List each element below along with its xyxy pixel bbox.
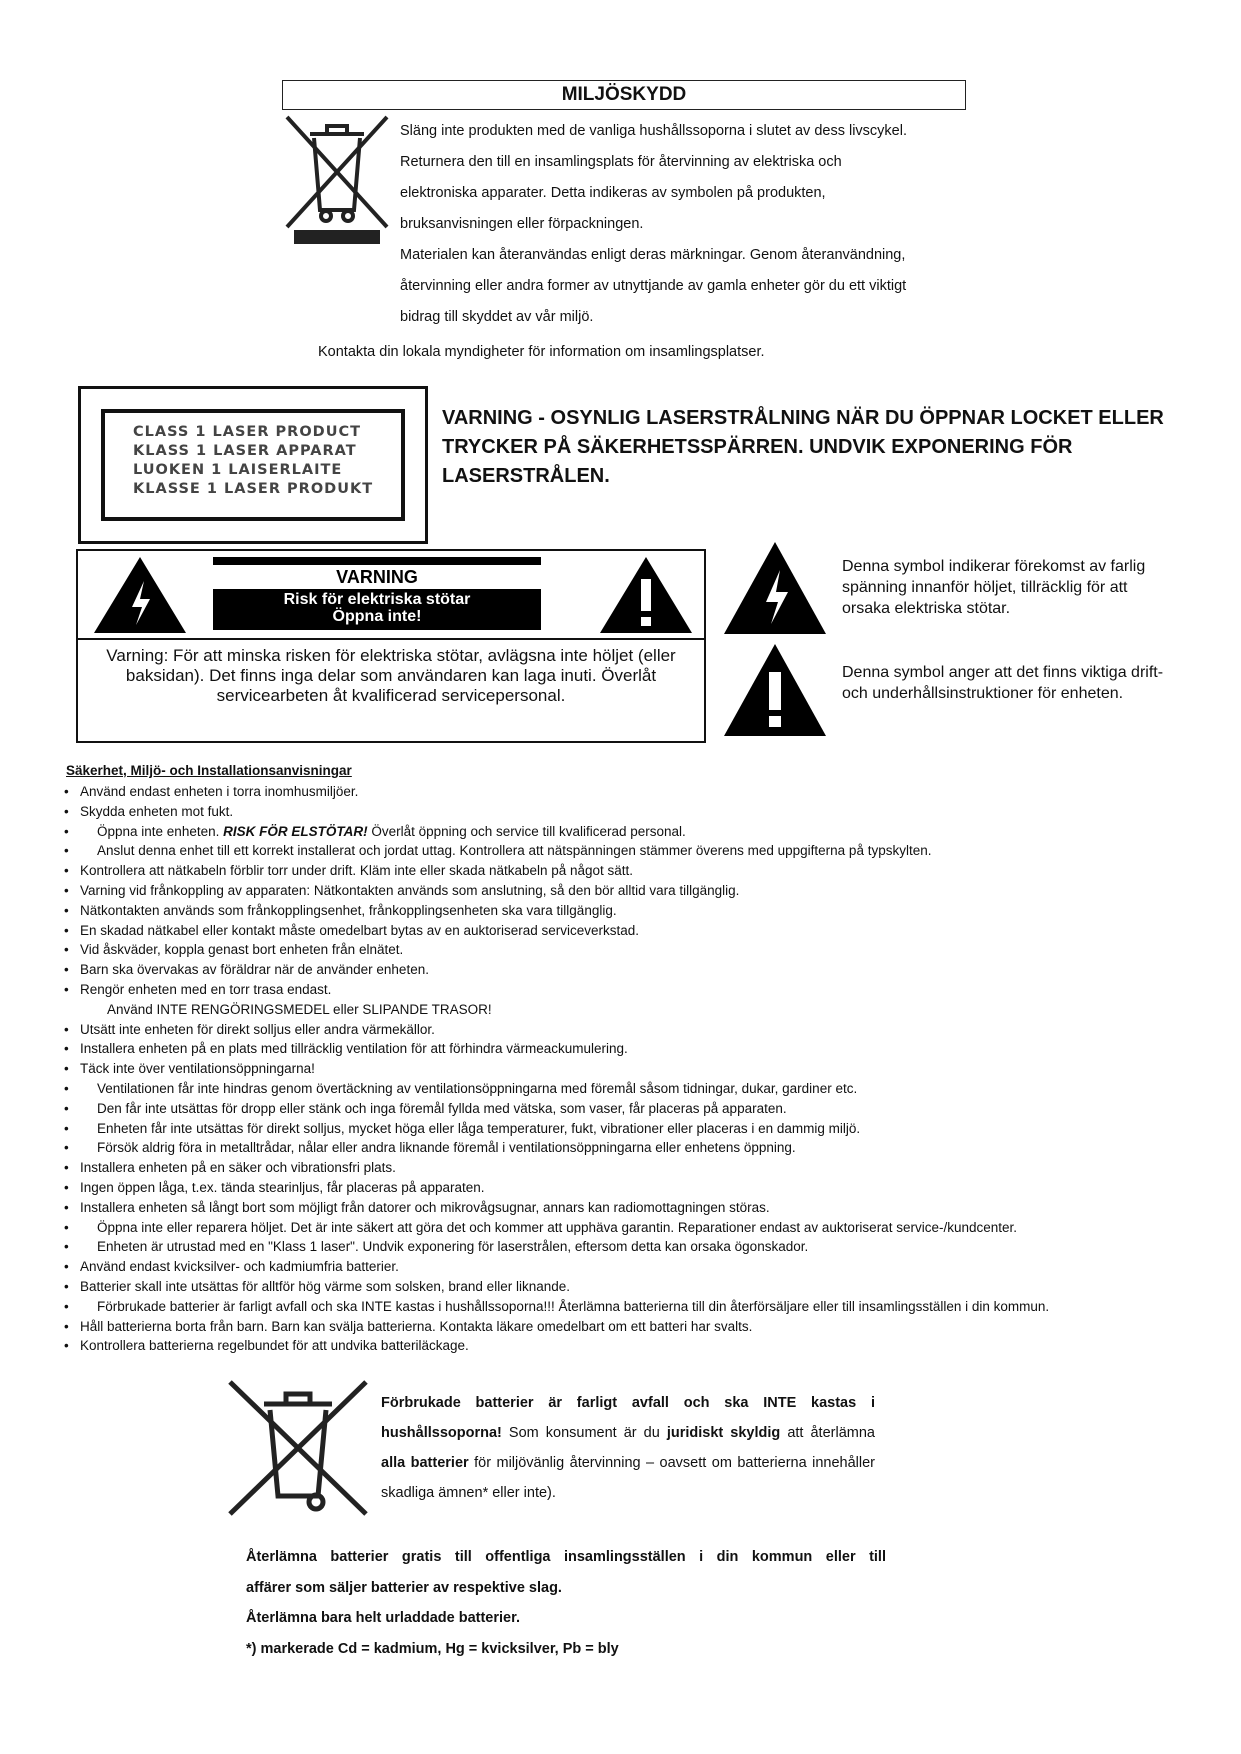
lightning-warning-icon [722,540,828,636]
env-line: återvinning eller andra former av utnyttjande av gamla enheter gör du ett viktigt [400,278,907,294]
laser-label-line: LUOKEN 1 LAISERLAITE [133,462,343,478]
list-item: • Utsätt inte enheten för direkt solljus eller andra värmekällor. [64,1020,1194,1040]
list-item: • Enheten är utrustad med en "Klass 1 laser". Undvik exponering för laserstrålen, eftersom detta kan orsaka ögonskador. [64,1237,1194,1257]
list-item: • Installera enheten på en plats med tillräcklig ventilation för att förhindra värmeackumulering. [64,1039,1194,1059]
list-item: • Använd endast kvicksilver- och kadmiumfria batterier. [64,1257,1194,1277]
contact-text: Kontakta din lokala myndigheter för information om insamlingsplatser. [318,344,765,360]
list-item-text: Öppna inte enheten. [97,823,220,839]
list-item: • Förbrukade batterier är farligt avfall och ska INTE kastas i hushållssoporna!!! Återlämna batterierna till din återförsäljare eller till insamlingsställen i din kommun. [64,1297,1194,1317]
varning-open: Öppna inte! [332,608,422,625]
list-item: • Barn ska övervakas av föräldrar när de använder enheten. [64,960,1194,980]
exclamation-warning-icon [722,642,828,738]
env-line: bidrag till skyddet av vår miljö. [400,309,594,325]
env-line: Materialen kan återanvändas enligt deras märkningar. Genom återanvändning, [400,247,906,263]
list-item [64,822,1194,842]
varning-text: Varning: För att minska risken för elektriska stötar, avlägsna inte höljet (eller baksidan). Det finns inga delar som användaren kan laga inuti. Överlåt servicearbeten åt kvalificerad servicepersonal. [106,646,676,705]
battery-return-line: Återlämna batterier gratis till offentliga insamlingsställen i din kommun eller till [246,1549,886,1565]
battery-return-line: Återlämna bara helt urladdade batterier. [246,1610,520,1626]
laser-class-label [78,386,428,544]
weee-bin-icon [282,112,392,247]
list-item: • Vid åskväder, koppla genast bort enheten från elnätet. [64,940,1194,960]
list-item: • Använd endast enheten i torra inomhusmiljöer. [64,782,1194,802]
list-item: Använd INTE RENGÖRINGSMEDEL eller SLIPANDE TRASOR! [107,1001,492,1017]
environment-text [400,116,960,333]
list-item: • Den får inte utsättas för dropp eller stänk och inga föremål fyllda med vätska, som vaser, får placeras på apparaten. [64,1099,1194,1119]
list-item-text: Överlåt öppning och service till kvalificerad personal. [371,823,686,839]
laser-label-line: KLASS 1 LASER APPARAT [133,443,357,459]
varning-title-box [213,557,541,630]
laser-warning-text: VARNING - OSYNLIG LASERSTRÅLNING NÄR DU ÖPPNAR LOCKET ELLER TRYCKER PÅ SÄKERHETSSPÄRREN. UNDVIK EXPONERING FÖR LASERSTRÅLEN. [442,407,1164,487]
list-item: • Installera enheten på en säker och vibrationsfri plats. [64,1158,1194,1178]
list-item: • Varning vid frånkoppling av apparaten: Nätkontakten används som anslutning, så den bör alltid vara tillgänglig. [64,881,1194,901]
env-line: Släng inte produkten med de vanliga hushållssoporna i slutet av dess livscykel. [400,123,907,139]
battery-text [381,1388,875,1508]
list-item: • Nätkontakten används som frånkopplingsenhet, frånkopplingsenheten ska vara tillgänglig. [64,901,1194,921]
list-item: • Kontrollera att nätkabeln förblir torr under drift. Kläm inte eller skada nätkabeln på något sätt. [64,861,1194,881]
list-item: • En skadad nätkabel eller kontakt måste omedelbart bytas av en auktoriserad serviceverkstad. [64,921,1194,941]
varning-label [76,549,706,743]
list-item: • Öppna inte eller reparera höljet. Det är inte säkert att göra det och kommer att upphäva garantin. Reparationer endast av auktoriserat service-/kundcenter. [64,1218,1194,1238]
voltage-symbol-text: Denna symbol indikerar förekomst av farlig spänning innanför höljet, tillräcklig för att orsaka elektriska stötar. [842,558,1146,617]
divider [78,638,704,640]
important-symbol-text: Denna symbol anger att det finns viktiga drift- och underhållsinstruktioner för enheten. [842,664,1164,702]
battery-return-text [246,1542,886,1664]
battery-return-line: affärer som säljer batterier av respektive slag. [246,1579,562,1596]
env-line: elektroniska apparater. Detta indikeras av symbolen på produkten, [400,185,826,201]
env-line: Returnera den till en insamlingsplats för återvinning av elektriska och [400,154,842,170]
list-item: • Kontrollera batterierna regelbundet för att undvika batteriläckage. [64,1336,1194,1356]
list-item: • Batterier skall inte utsättas för alltför hög värme som solsken, brand eller liknande. [64,1277,1194,1297]
environment-title: MILJÖSKYDD [282,80,966,110]
battery-bold: juridiskt skyldig [666,1425,781,1441]
list-item: • Skydda enheten mot fukt. [64,802,1194,822]
list-item: • Ventilationen får inte hindras genom övertäckning av ventilationsöppningarna med föremål såsom tidningar, dukar, gardiner etc. [64,1079,1194,1099]
battery-return-line: *) markerade Cd = kadmium, Hg = kvicksilver, Pb = bly [246,1640,619,1657]
safety-heading: Säkerhet, Miljö- och Installationsanvisningar [66,763,352,778]
battery-bold: Förbrukade batterier är farligt avfall och ska INTE kastas i hushållssoporna! [381,1395,875,1441]
list-item: • Installera enheten så långt bort som möjligt från datorer och mikrovågsugnar, annars kan radiomottagningen störas. [64,1198,1194,1218]
list-item: • Enheten får inte utsättas för direkt solljus, mycket höga eller låga temperaturer, fukt, vibrationer eller placeras i en dammig miljö. [64,1119,1194,1139]
battery-text-part: Som konsument är du [508,1425,660,1441]
varning-risk: Risk för elektriska stötar [283,591,471,608]
varning-title: VARNING [213,565,541,589]
laser-label-line: CLASS 1 LASER PRODUCT [133,424,362,440]
list-item: • Anslut denna enhet till ett korrekt installerat och jordat uttag. Kontrollera att nätspänningen stämmer överens med uppgifterna på typskylten. [64,841,1194,861]
env-line: bruksanvisningen eller förpackningen. [400,216,644,232]
list-item: • Rengör enheten med en torr trasa endast. [64,980,1194,1000]
list-item: • Täck inte över ventilationsöppningarna! [64,1059,1194,1079]
battery-text-part: att återlämna [787,1425,875,1441]
battery-bold: alla batterier [381,1455,469,1471]
battery-text-part: för miljövänlig återvinning – oavsett om batterierna innehåller skadliga ämnen* eller inte). [381,1455,875,1501]
list-item: • Försök aldrig föra in metalltrådar, nålar eller andra liknande föremål i ventilationsöppningarna eller enhetens öppning. [64,1138,1194,1158]
list-item: • Håll batterierna borta från barn. Barn kan svälja batterierna. Kontakta läkare omedelbart om ett batteri har svalts. [64,1317,1194,1337]
battery-bin-icon [226,1378,370,1518]
lightning-warning-icon [92,555,188,635]
list-item: • Ingen öppen låga, t.ex. tända stearinljus, får placeras på apparaten. [64,1178,1194,1198]
exclamation-warning-icon [598,555,694,635]
risk-warning: RISK FÖR ELSTÖTAR! [223,823,368,839]
laser-label-line: KLASSE 1 LASER PRODUKT [133,481,374,497]
safety-list [64,782,1194,1356]
laser-label-inner [101,409,405,521]
